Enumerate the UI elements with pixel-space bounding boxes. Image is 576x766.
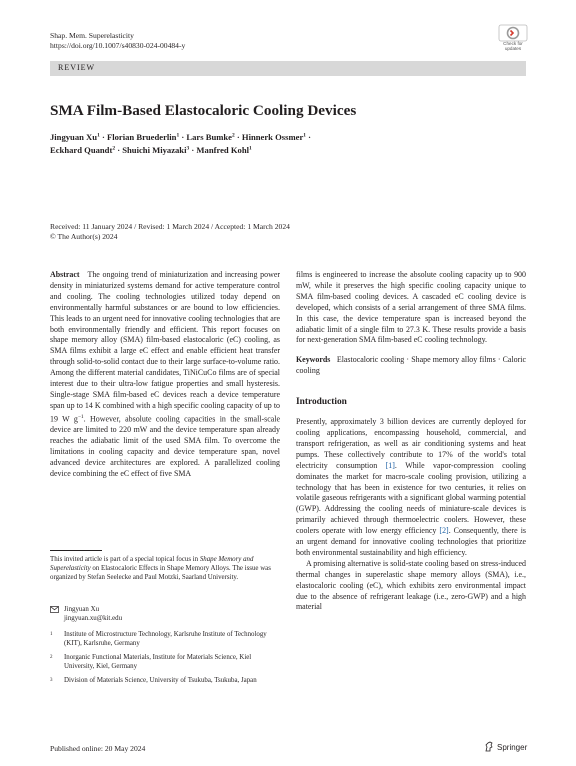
citation-link[interactable]: [1]	[385, 460, 395, 470]
doi-link[interactable]: https://doi.org/10.1007/s40830-024-00484-y	[50, 41, 186, 50]
check-updates-label: Check for updates	[503, 41, 523, 51]
footnote-rule	[50, 550, 102, 551]
check-updates-icon	[498, 24, 528, 42]
article-type-label: REVIEW	[58, 63, 96, 72]
affiliation-number: 2	[50, 655, 53, 660]
abstract-continued: films is engineered to increase the absolute cooling capacity up to 900 mW, while it preserves the high specific cooling capacity unique to SMA film-based cooling devices. A cascaded eC cooling device is developed, which consists of a serial arrangement of three SMA films. In this case, the device temperature span is increased beyond the adiabatic limit of a single film to 27.3 K. These results provide a basis for next-generation SMA film-based eC cooling technology.	[296, 270, 526, 345]
author-name[interactable]: Manfred Kohl$^1$	[196, 145, 252, 155]
affiliation-2	[50, 653, 280, 671]
keywords-label: Keywords	[296, 355, 331, 365]
contact-email[interactable]: jingyuan.xu@kit.edu	[64, 615, 123, 622]
abstract-exponent: −1	[77, 413, 84, 420]
author-name[interactable]: Lars Bumke$^2$	[186, 132, 235, 142]
affiliation-text: Inorganic Functional Materials, Institute for Materials Science, Kiel University, Kiel, Germany	[64, 654, 252, 670]
special-issue-text: This invited article is part of a special topical focus in Shape Memory and Superelasticity on Elastocaloric Effects in Shape Memory Alloys. The issue was organized by Stefan Seelecke and Paul Motzki, Saarland University.	[50, 556, 271, 581]
section-heading-introduction: Introduction	[296, 397, 347, 408]
article-type-bar	[50, 61, 526, 76]
keywords	[296, 355, 526, 377]
published-date: Published online: 20 May 2024	[50, 744, 146, 753]
abstract-text-cont: . However, absolute cooling capacities in the small-scale device are limited to 220 mW and the device temperature span already reaches the adiabatic limit of the used SMA film. To overcome the limitations in cooling capacity and device temperature span, novel advanced device architectures are explored. A parallelized cooling device combining the eC effect of five SMA	[50, 414, 280, 478]
keywords-text: Elastocaloric cooling · Shape memory alloy films · Caloric cooling	[296, 355, 526, 376]
article-title: SMA Film-Based Elastocaloric Cooling Devices	[50, 102, 357, 119]
publisher-logo[interactable]	[484, 741, 527, 752]
affiliation-number: 1	[50, 632, 53, 637]
corresponding-author	[50, 605, 280, 623]
affiliation-number: 3	[50, 678, 53, 683]
journal-name-italic: Shape Memory and Superelasticity	[50, 556, 254, 572]
author-list: Jingyuan $Xu^1$ · Florian Bruederlin$^1$ · Lars Bumke$^2$ · Hinnerk Ossmer$^1$ · Eckhard Quandt$^2$ · Shuichi Miyazaki$^3$ · Manfred Kohl$^1$	[50, 132, 312, 155]
affiliation-1	[50, 630, 280, 648]
author-name[interactable]: Hinnerk Ossmer$^1$	[241, 132, 307, 142]
article-dates	[50, 222, 290, 242]
author-name[interactable]: Shuichi Miyazaki$^3$	[122, 145, 190, 155]
affiliation-text: Division of Materials Science, University of Tsukuba, Tsukuba, Japan	[64, 677, 257, 684]
envelope-icon	[50, 606, 59, 613]
abstract-text: The ongoing trend of miniaturization and increasing power density in miniaturized systems demand for active temperature control and cooling. The cooling technologies utilized today depend on environmentally harmful substances or are bound to low efficiencies. This leads to an urgent need for innovative cooling technologies that are both environmentally friendly and efficient. This report focuses on shape memory alloy (SMA) film-based elastocaloric (eC) cooling, as SMA films exhibit a large eC effect and enable efficient heat transfer through solid-to-solid contact due to their large surface-to-volume ratio. Among the different material candidates, TiNiCuCo films are of special interest due to their ultra-low fatigue properties and small hysteresis. Single-stage SMA film-based eC devices reach a device temperature span up to 14 K combined with a high specific cooling capacity of up to 19 W g	[50, 270, 281, 424]
abstract-label: Abstract	[50, 270, 80, 279]
right-column	[296, 270, 526, 613]
citation-link[interactable]: [2]	[439, 526, 449, 536]
special-issue-note	[50, 555, 280, 582]
springer-horse-icon	[484, 741, 494, 752]
author-name[interactable]: Jingyuan Xu$^1$	[50, 132, 100, 142]
intro-paragraph-1: Presently, approximately 3 billion devices are currently deployed for cooling applications, encompassing household, commercial, and transport refrigeration, as well as air conditioning systems and heat pumps. These collectively contribute to 17% of the world's total electricity consumption [1]. While vapor-compression cooling dominates the market for macro-scale cooling provision, utilizing a technology that has been in existence for two centuries, it relies on volatile gaseous refrigerants with a significant global warming potential (GWP). Addressing the cooling needs of miniature-scale devices is primarily achieved through thermoelectric coolers. However, these coolers operate with low energy efficiency [2]. Consequently, there is an urgent demand for innovative cooling technologies that prioritize both environmental sustainability and high efficiency.	[296, 417, 526, 557]
copyright-line: © The Author(s) 2024	[50, 232, 118, 241]
abstract	[50, 270, 280, 480]
history-dates: Received: 11 January 2024 / Revised: 1 March 2024 / Accepted: 1 March 2024	[50, 222, 290, 231]
author-name[interactable]: Eckhard Quandt$^2$	[50, 145, 116, 155]
affiliation-3	[50, 676, 280, 685]
journal-header	[50, 31, 185, 51]
affiliation-text: Institute of Microstructure Technology, Karlsruhe Institute of Technology (KIT), Karlsruhe, Germany	[64, 631, 267, 647]
intro-paragraph-2: A promising alternative is solid-state cooling based on stress-induced thermal changes in superelastic shape memory alloys (SMA), i.e., elastocaloric cooling (eC), which exhibits zero environmental impact due to the absence of refrigerant leakage (i.e., zero-GWP) and a high material	[296, 558, 527, 612]
journal-name: Shap. Mem. Superelasticity	[50, 31, 134, 40]
left-column	[50, 270, 280, 480]
contact-name: Jingyuan Xu	[64, 606, 100, 613]
publisher-name: Springer	[497, 743, 528, 752]
author-name[interactable]: Florian Bruederlin$^1$	[106, 132, 180, 142]
